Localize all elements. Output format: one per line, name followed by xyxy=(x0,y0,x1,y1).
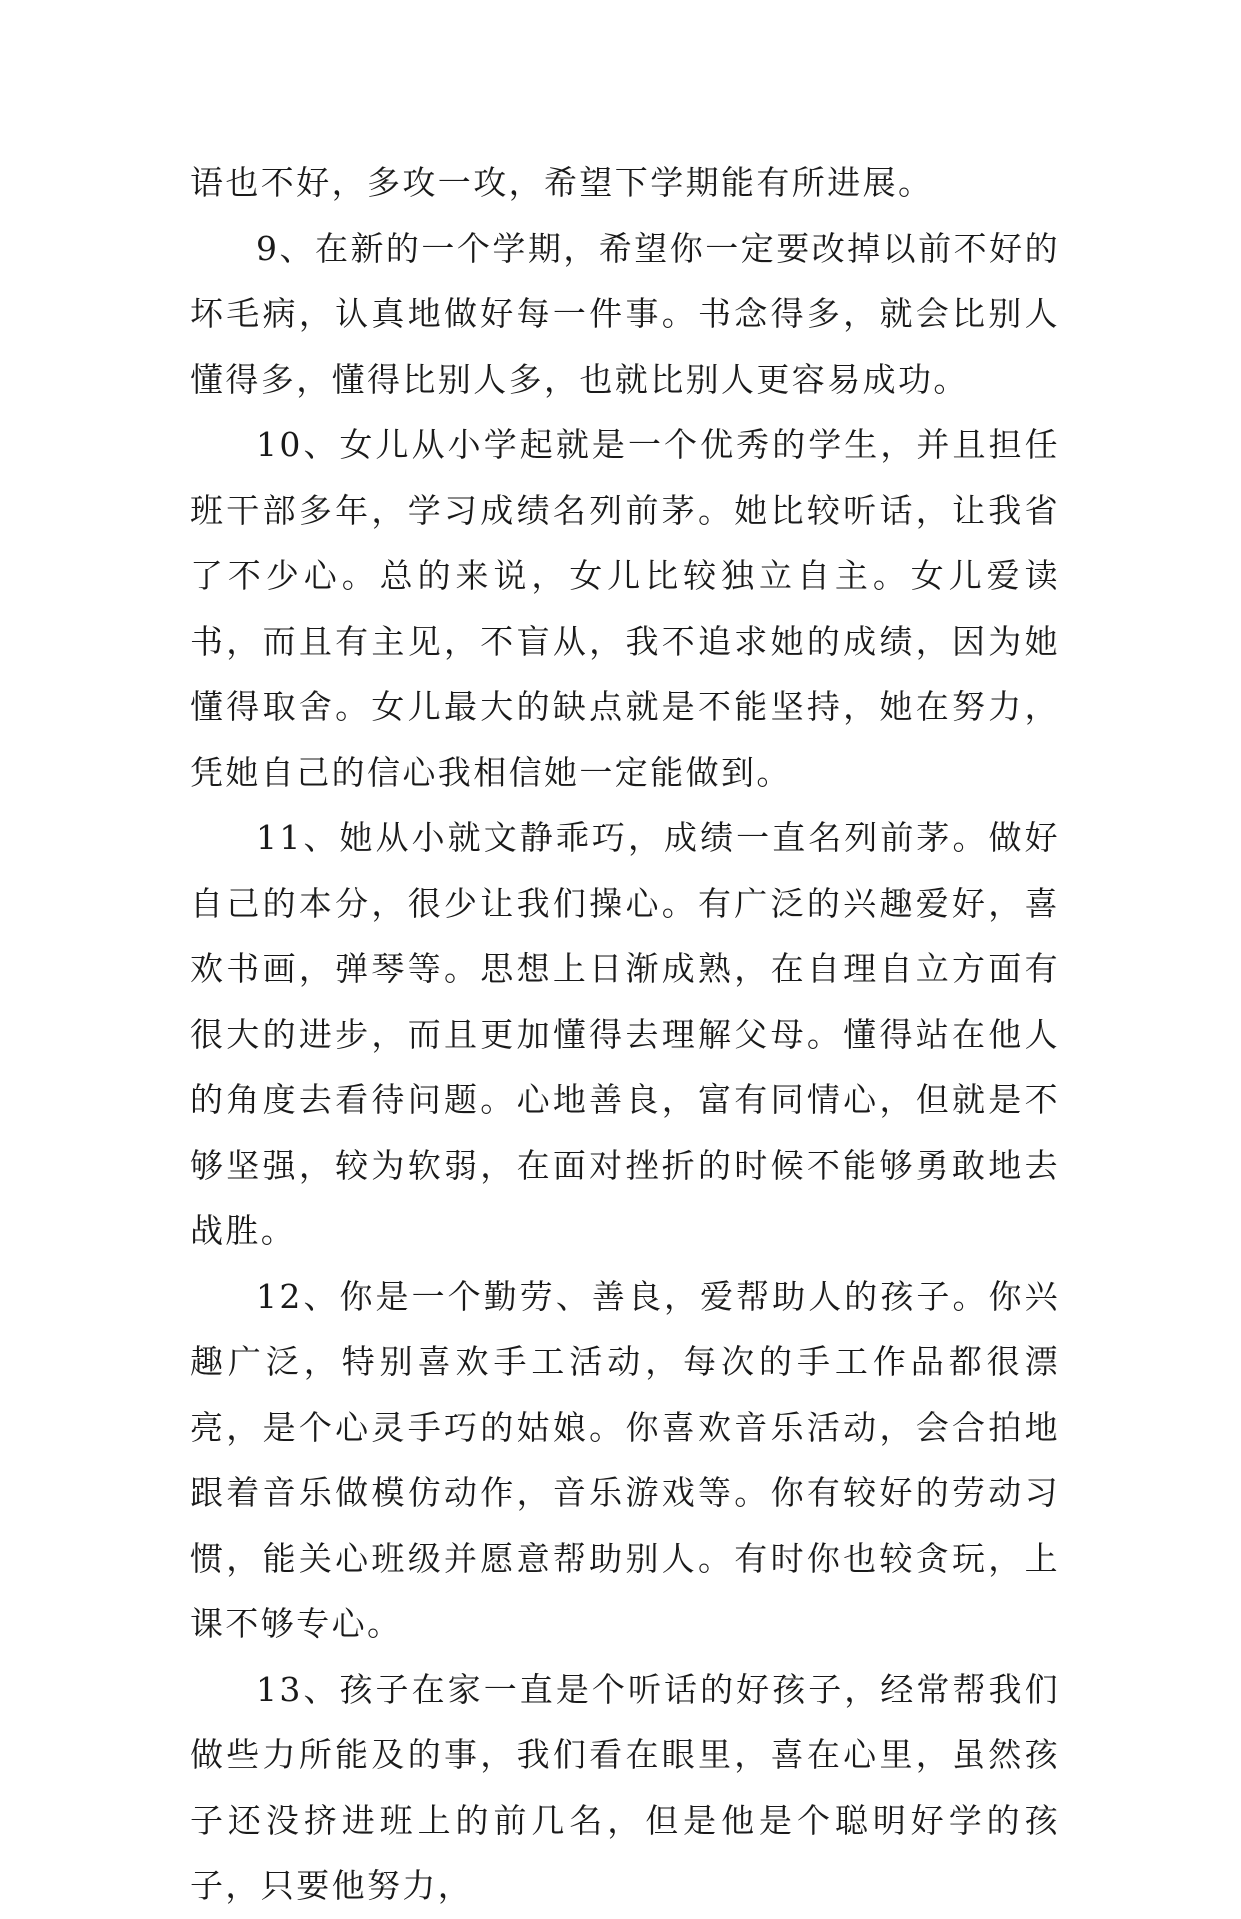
paragraph-13: 13、孩子在家一直是个听话的好孩子，经常帮我们做些力所能及的事，我们看在眼里，喜在心里，虽然孩子还没挤进班上的前几名，但是他是个聪明好学的孩子，只要他努力， xyxy=(190,1669,1060,1905)
paragraph-11: 11、她从小就文静乖巧，成绩一直名列前茅。做好自己的本分，很少让我们操心。有广泛的兴趣爱好，喜欢书画，弹琴等。思想上日渐成熟，在自理自立方面有很大的进步，而且更加懂得去理解父母。懂得站在他人的角度去看待问题。心地善良，富有同情心，但就是不够坚强，较为软弱，在面对挫折的时候不能够勇敢地去战胜。 xyxy=(190,818,1060,1250)
document-body xyxy=(190,150,1060,1919)
paragraph-9: 9、在新的一个学期，希望你一定要改掉以前不好的坏毛病，认真地做好每一件事。书念得多，就会比别人懂得多，懂得比别人多，也就比别人更容易成功。 xyxy=(190,228,1060,399)
paragraph-continued: 语也不好，多攻一攻，希望下学期能有所进展。 xyxy=(190,163,934,202)
paragraph-12: 12、你是一个勤劳、善良，爱帮助人的孩子。你兴趣广泛，特别喜欢手工活动，每次的手工作品都很漂亮，是个心灵手巧的姑娘。你喜欢音乐活动，会合拍地跟着音乐做模仿动作，音乐游戏等。你有较好的劳动习惯，能关心班级并愿意帮助别人。有时你也较贪玩，上课不够专心。 xyxy=(190,1276,1060,1643)
paragraph-10: 10、女儿从小学起就是一个优秀的学生，并且担任班干部多年，学习成绩名列前茅。她比较听话，让我省了不少心。总的来说，女儿比较独立自主。女儿爱读书，而且有主见，不盲从，我不追求她的成绩，因为她懂得取舍。女儿最大的缺点就是不能坚持，她在努力，凭她自己的信心我相信她一定能做到。 xyxy=(190,425,1060,792)
